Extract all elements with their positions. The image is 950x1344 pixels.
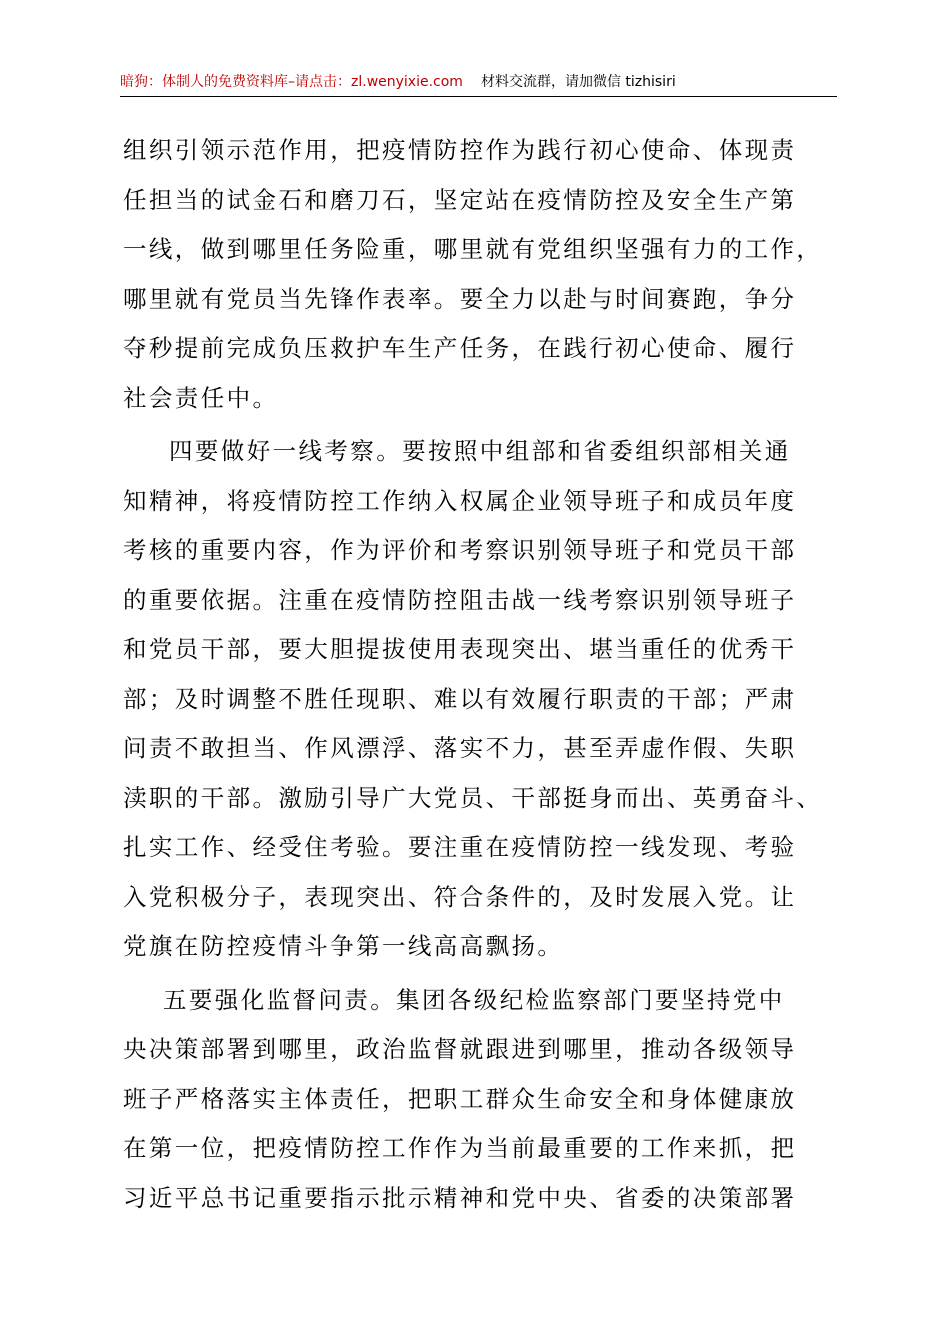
text-line: 社会责任中。 (123, 383, 279, 412)
text-line: 一线，做到哪里任务险重，哪里就有党组织坚强有力的工作， (123, 235, 823, 263)
text-line: 央决策部署到哪里，政治监督就跟进到哪里，推动各级领导 (123, 1035, 797, 1063)
page-header (120, 70, 835, 94)
paragraph-start-line: 五要强化监督问责。集团各级纪检监察部门要坚持党中 (163, 985, 785, 1014)
text-line: 任担当的试金石和磨刀石，坚定站在疫情防控及安全生产第 (123, 185, 797, 214)
text-line: 在第一位，把疫情防控工作作为当前最重要的工作来抓，把 (123, 1134, 797, 1162)
text-line: 的重要依据。注重在疫情防控阻击战一线考察识别领导班子 (123, 585, 797, 614)
text-line: 夺秒提前完成负压救护车生产任务，在践行初心使命、履行 (123, 334, 797, 362)
text-line: 渎职的干部。激励引导广大党员、干部挺身而出、英勇奋斗、 (123, 783, 823, 812)
text-line: 问责不敢担当、作风漂浮、落实不力，甚至弄虚作假、失职 (123, 734, 797, 762)
header-contact: 材料交流群，请加微信 tizhisiri (480, 74, 676, 90)
text-line: 党旗在防控疫情斗争第一线高高飘扬。 (123, 932, 564, 960)
text-line: 和党员干部，要大胆提拔使用表现突出、堪当重任的优秀干 (123, 635, 797, 663)
text-line: 习近平总书记重要指示批示精神和党中央、省委的决策部署 (123, 1183, 797, 1212)
text-line: 入党积极分子，表现突出、符合条件的，及时发展入党。让 (123, 882, 797, 911)
text-line: 班子严格落实主体责任，把职工群众生命安全和身体健康放 (123, 1084, 797, 1113)
paragraph-start-line: 四要做好一线考察。要按照中组部和省委组织部相关通 (169, 437, 791, 465)
document-body (123, 126, 835, 1223)
header-link[interactable]: –请点击：zl.wenyixie.com (288, 74, 463, 90)
header-divider (120, 96, 837, 97)
text-line: 考核的重要内容，作为评价和考察识别领导班子和党员干部 (123, 536, 797, 564)
text-line: 部；及时调整不胜任现职、难以有效履行职责的干部；严肃 (123, 684, 797, 713)
text-line: 组织引领示范作用，把疫情防控作为践行初心使命、体现责 (123, 136, 797, 164)
header-brand: 暗狗：体制人的免费资料库 (120, 74, 288, 90)
text-line: 扎实工作、经受住考验。要注重在疫情防控一线发现、考验 (123, 833, 797, 861)
text-line: 哪里就有党员当先锋作表率。要全力以赴与时间赛跑，争分 (123, 284, 797, 313)
text-line: 知精神，将疫情防控工作纳入权属企业领导班子和成员年度 (123, 486, 797, 515)
